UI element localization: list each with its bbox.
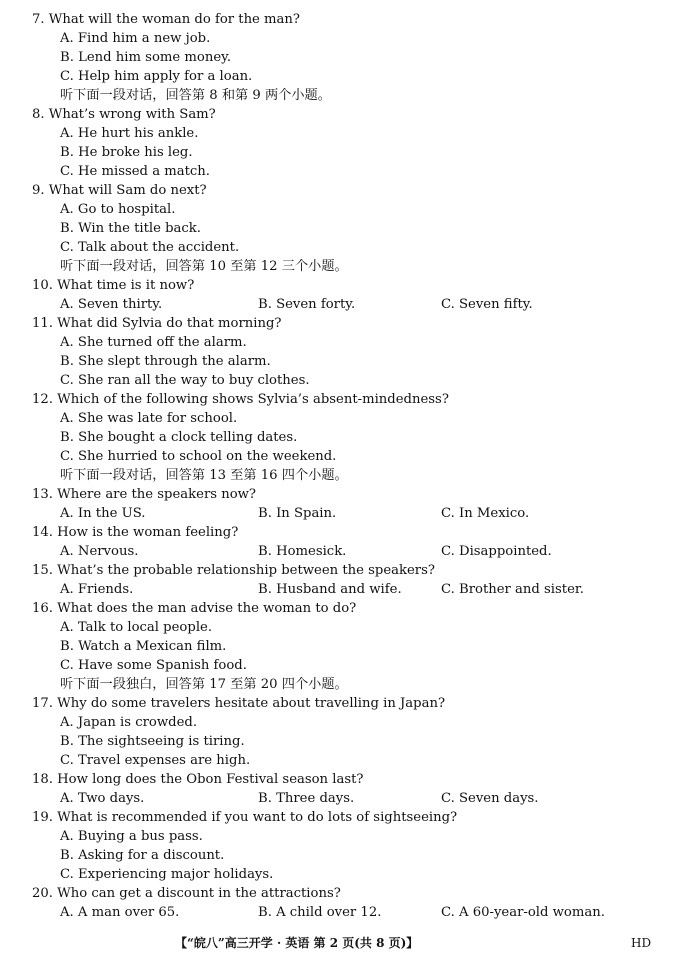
- q10-options-row: [0, 295, 677, 314]
- q8-option-c: C. He missed a match.: [60, 164, 210, 179]
- question-15: 15. What’s the probable relationship between the speakers?: [32, 563, 435, 578]
- question-20: 20. Who can get a discount in the attractions?: [32, 886, 341, 901]
- q18-option-c: C. Seven days.: [441, 791, 539, 806]
- instruction-13-16: 听下面一段对话，回答第 13 至第 16 四个小题。: [60, 468, 348, 483]
- q12-option-c: C. She hurried to school on the weekend.: [60, 449, 337, 464]
- instruction-17-20: 听下面一段独白，回答第 17 至第 20 四个小题。: [60, 677, 348, 692]
- q14-option-a: A. Nervous.: [60, 544, 139, 559]
- footer-code: HD: [631, 936, 652, 950]
- question-19: 19. What is recommended if you want to do lots of sightseeing?: [32, 810, 458, 825]
- q15-option-c: C. Brother and sister.: [441, 582, 584, 597]
- q17-option-c: C. Travel expenses are high.: [60, 753, 251, 768]
- q7-option-c: C. Help him apply for a loan.: [60, 69, 253, 84]
- question-18: 18. How long does the Obon Festival season last?: [32, 772, 364, 787]
- q10-option-b: B. Seven forty.: [258, 297, 356, 312]
- q13-option-b: B. In Spain.: [258, 506, 337, 521]
- instruction-8-9: 听下面一段对话，回答第 8 和第 9 两个小题。: [60, 88, 331, 103]
- q20-options-row: [0, 903, 677, 922]
- q12-option-b: B. She bought a clock telling dates.: [60, 430, 298, 445]
- question-12: 12. Which of the following shows Sylvia’s absent-mindedness?: [32, 392, 449, 407]
- question-13: 13. Where are the speakers now?: [32, 487, 256, 502]
- question-17: 17. Why do some travelers hesitate about travelling in Japan?: [32, 696, 446, 711]
- q7-option-b: B. Lend him some money.: [60, 50, 232, 65]
- question-9: 9. What will Sam do next?: [32, 183, 207, 198]
- q19-option-b: B. Asking for a discount.: [60, 848, 225, 863]
- q11-option-c: C. She ran all the way to buy clothes.: [60, 373, 310, 388]
- q18-option-a: A. Two days.: [60, 791, 145, 806]
- q7-option-a: A. Find him a new job.: [60, 31, 211, 46]
- q11-option-b: B. She slept through the alarm.: [60, 354, 271, 369]
- question-14: 14. How is the woman feeling?: [32, 525, 239, 540]
- instruction-10-12: 听下面一段对话，回答第 10 至第 12 三个小题。: [60, 259, 348, 274]
- footer-page-info: 【“皖八”高三开学 · 英语 第 2 页(共 8 页)】: [175, 936, 419, 950]
- q15-options-row: [0, 580, 677, 599]
- q14-option-c: C. Disappointed.: [441, 544, 552, 559]
- q8-option-a: A. He hurt his ankle.: [60, 126, 199, 141]
- q10-option-a: A. Seven thirty.: [60, 297, 163, 312]
- q12-option-a: A. She was late for school.: [60, 411, 238, 426]
- q15-option-a: A. Friends.: [60, 582, 134, 597]
- question-7: 7. What will the woman do for the man?: [32, 12, 300, 27]
- q16-option-c: C. Have some Spanish food.: [60, 658, 247, 673]
- q9-option-a: A. Go to hospital.: [60, 202, 176, 217]
- q20-option-c: C. A 60-year-old woman.: [441, 905, 605, 920]
- q18-options-row: [0, 789, 677, 808]
- q17-option-b: B. The sightseeing is tiring.: [60, 734, 245, 749]
- q13-options-row: [0, 504, 677, 523]
- q14-option-b: B. Homesick.: [258, 544, 347, 559]
- q13-option-a: A. In the US.: [60, 506, 146, 521]
- q19-option-a: A. Buying a bus pass.: [60, 829, 203, 844]
- question-10: 10. What time is it now?: [32, 278, 195, 293]
- q20-option-b: B. A child over 12.: [258, 905, 382, 920]
- q11-option-a: A. She turned off the alarm.: [60, 335, 247, 350]
- q10-option-c: C. Seven fifty.: [441, 297, 533, 312]
- question-11: 11. What did Sylvia do that morning?: [32, 316, 282, 331]
- q13-option-c: C. In Mexico.: [441, 506, 530, 521]
- question-16: 16. What does the man advise the woman to do?: [32, 601, 357, 616]
- q16-option-a: A. Talk to local people.: [60, 620, 213, 635]
- q15-option-b: B. Husband and wife.: [258, 582, 402, 597]
- q16-option-b: B. Watch a Mexican film.: [60, 639, 227, 654]
- q8-option-b: B. He broke his leg.: [60, 145, 193, 160]
- q9-option-b: B. Win the title back.: [60, 221, 201, 236]
- q9-option-c: C. Talk about the accident.: [60, 240, 240, 255]
- question-8: 8. What’s wrong with Sam?: [32, 107, 216, 122]
- page-footer: [0, 934, 677, 952]
- q18-option-b: B. Three days.: [258, 791, 355, 806]
- q14-options-row: [0, 542, 677, 561]
- q17-option-a: A. Japan is crowded.: [60, 715, 198, 730]
- q19-option-c: C. Experiencing major holidays.: [60, 867, 274, 882]
- q20-option-a: A. A man over 65.: [60, 905, 180, 920]
